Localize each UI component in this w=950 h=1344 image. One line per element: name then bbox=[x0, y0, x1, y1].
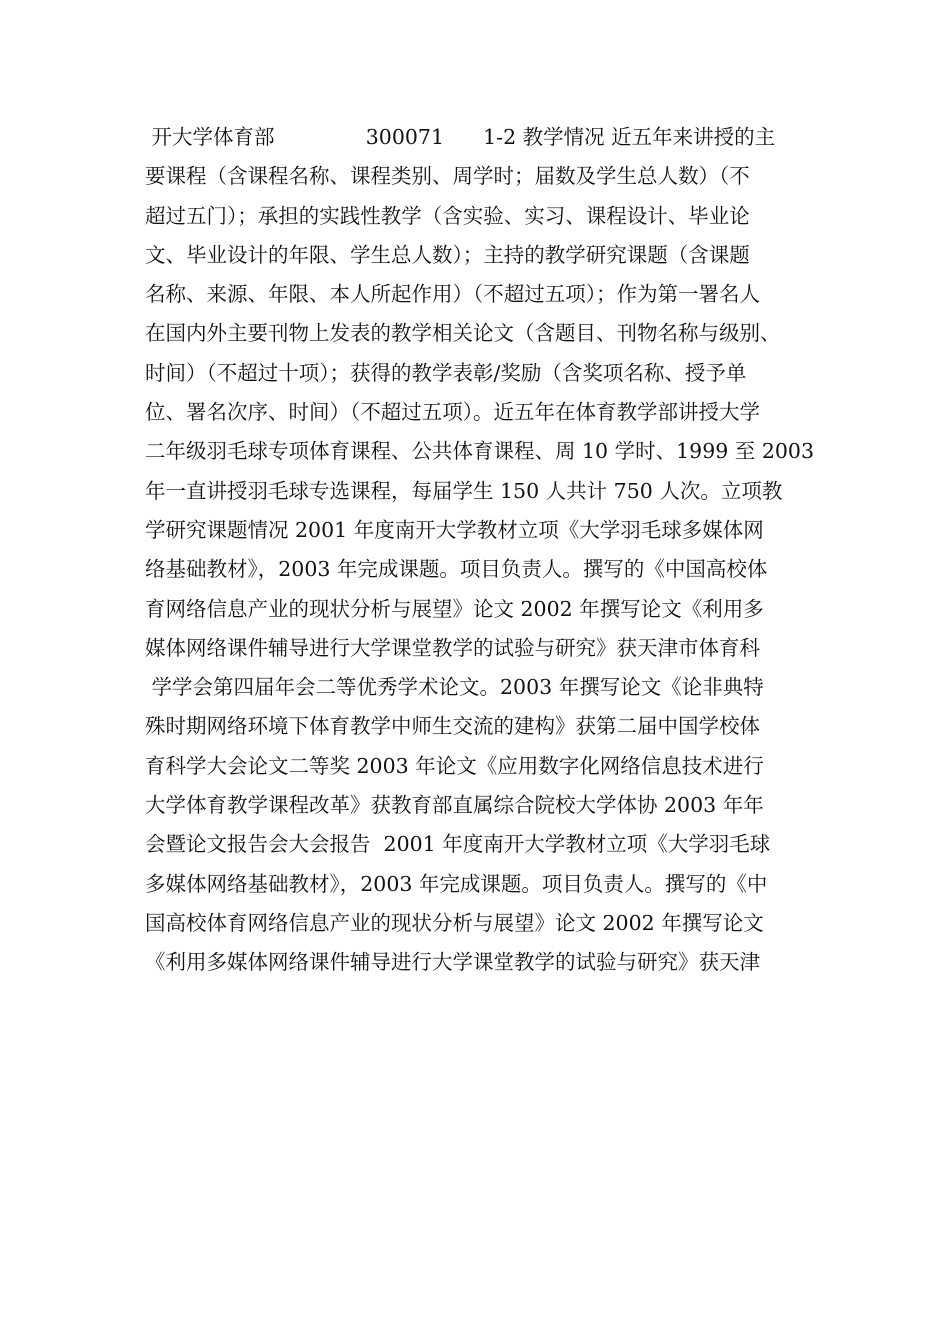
text-line: 育科学大会论文二等奖 2003 年论文《应用数字化网络信息技术进行 bbox=[145, 753, 764, 778]
text-line: 开大学体育部 300071 1-2 教学情况 近五年来讲授的主 bbox=[145, 125, 776, 149]
text-line: 多媒体网络基础教材》，2003 年完成课题。项目负责人。撰写的《中 bbox=[145, 871, 768, 896]
body-text bbox=[145, 118, 814, 983]
text-line: 时间）（不超过十项）；获得的教学表彰/奖励（含奖项名称、授予单 bbox=[145, 360, 747, 385]
text-line: 位、署名次序、时间）（不超过五项）。近五年在体育教学部讲授大学 bbox=[145, 400, 760, 425]
text-line: 二年级羽毛球专项体育课程、公共体育课程、周 10 学时、1999 至 2003 bbox=[145, 439, 814, 464]
text-line: 学研究课题情况 2001 年度南开大学教材立项《大学羽毛球多媒体网 bbox=[145, 517, 764, 542]
text-line: 《利用多媒体网络课件辅导进行大学课堂教学的试验与研究》获天津 bbox=[145, 950, 760, 975]
text-line: 要课程（含课程名称、课程类别、周学时；届数及学生总人数）（不 bbox=[145, 164, 750, 189]
text-line: 媒体网络课件辅导进行大学课堂教学的试验与研究》获天津市体育科 bbox=[145, 635, 760, 660]
text-line: 学学会第四届年会二等优秀学术论文。2003 年撰写论文《论非典特 bbox=[145, 675, 764, 700]
text-line: 殊时期网络环境下体育教学中师生交流的建构》获第二届中国学校体 bbox=[145, 714, 760, 739]
text-line: 在国内外主要刊物上发表的教学相关论文（含题目、刊物名称与级别、 bbox=[145, 321, 781, 346]
text-line: 年一直讲授羽毛球专选课程，每届学生 150 人共计 750 人次。立项教 bbox=[145, 478, 783, 503]
text-line: 大学体育教学课程改革》获教育部直属综合院校大学体协 2003 年年 bbox=[145, 793, 764, 818]
text-line: 名称、来源、年限、本人所起作用）（不超过五项）；作为第一署名人 bbox=[145, 282, 760, 307]
text-line: 超过五门）；承担的实践性教学（含实验、实习、课程设计、毕业论 bbox=[145, 203, 750, 228]
text-line: 络基础教材》，2003 年完成课题。项目负责人。撰写的《中国高校体 bbox=[145, 557, 768, 582]
text-line: 育网络信息产业的现状分析与展望》论文 2002 年撰写论文《利用多 bbox=[145, 596, 764, 621]
text-line: 国高校体育网络信息产业的现状分析与展望》论文 2002 年撰写论文 bbox=[145, 910, 764, 935]
text-line: 文、毕业设计的年限、学生总人数）；主持的教学研究课题（含课题 bbox=[145, 242, 750, 267]
text-line: 会暨论文报告会大会报告 2001 年度南开大学教材立项《大学羽毛球 bbox=[145, 832, 771, 857]
